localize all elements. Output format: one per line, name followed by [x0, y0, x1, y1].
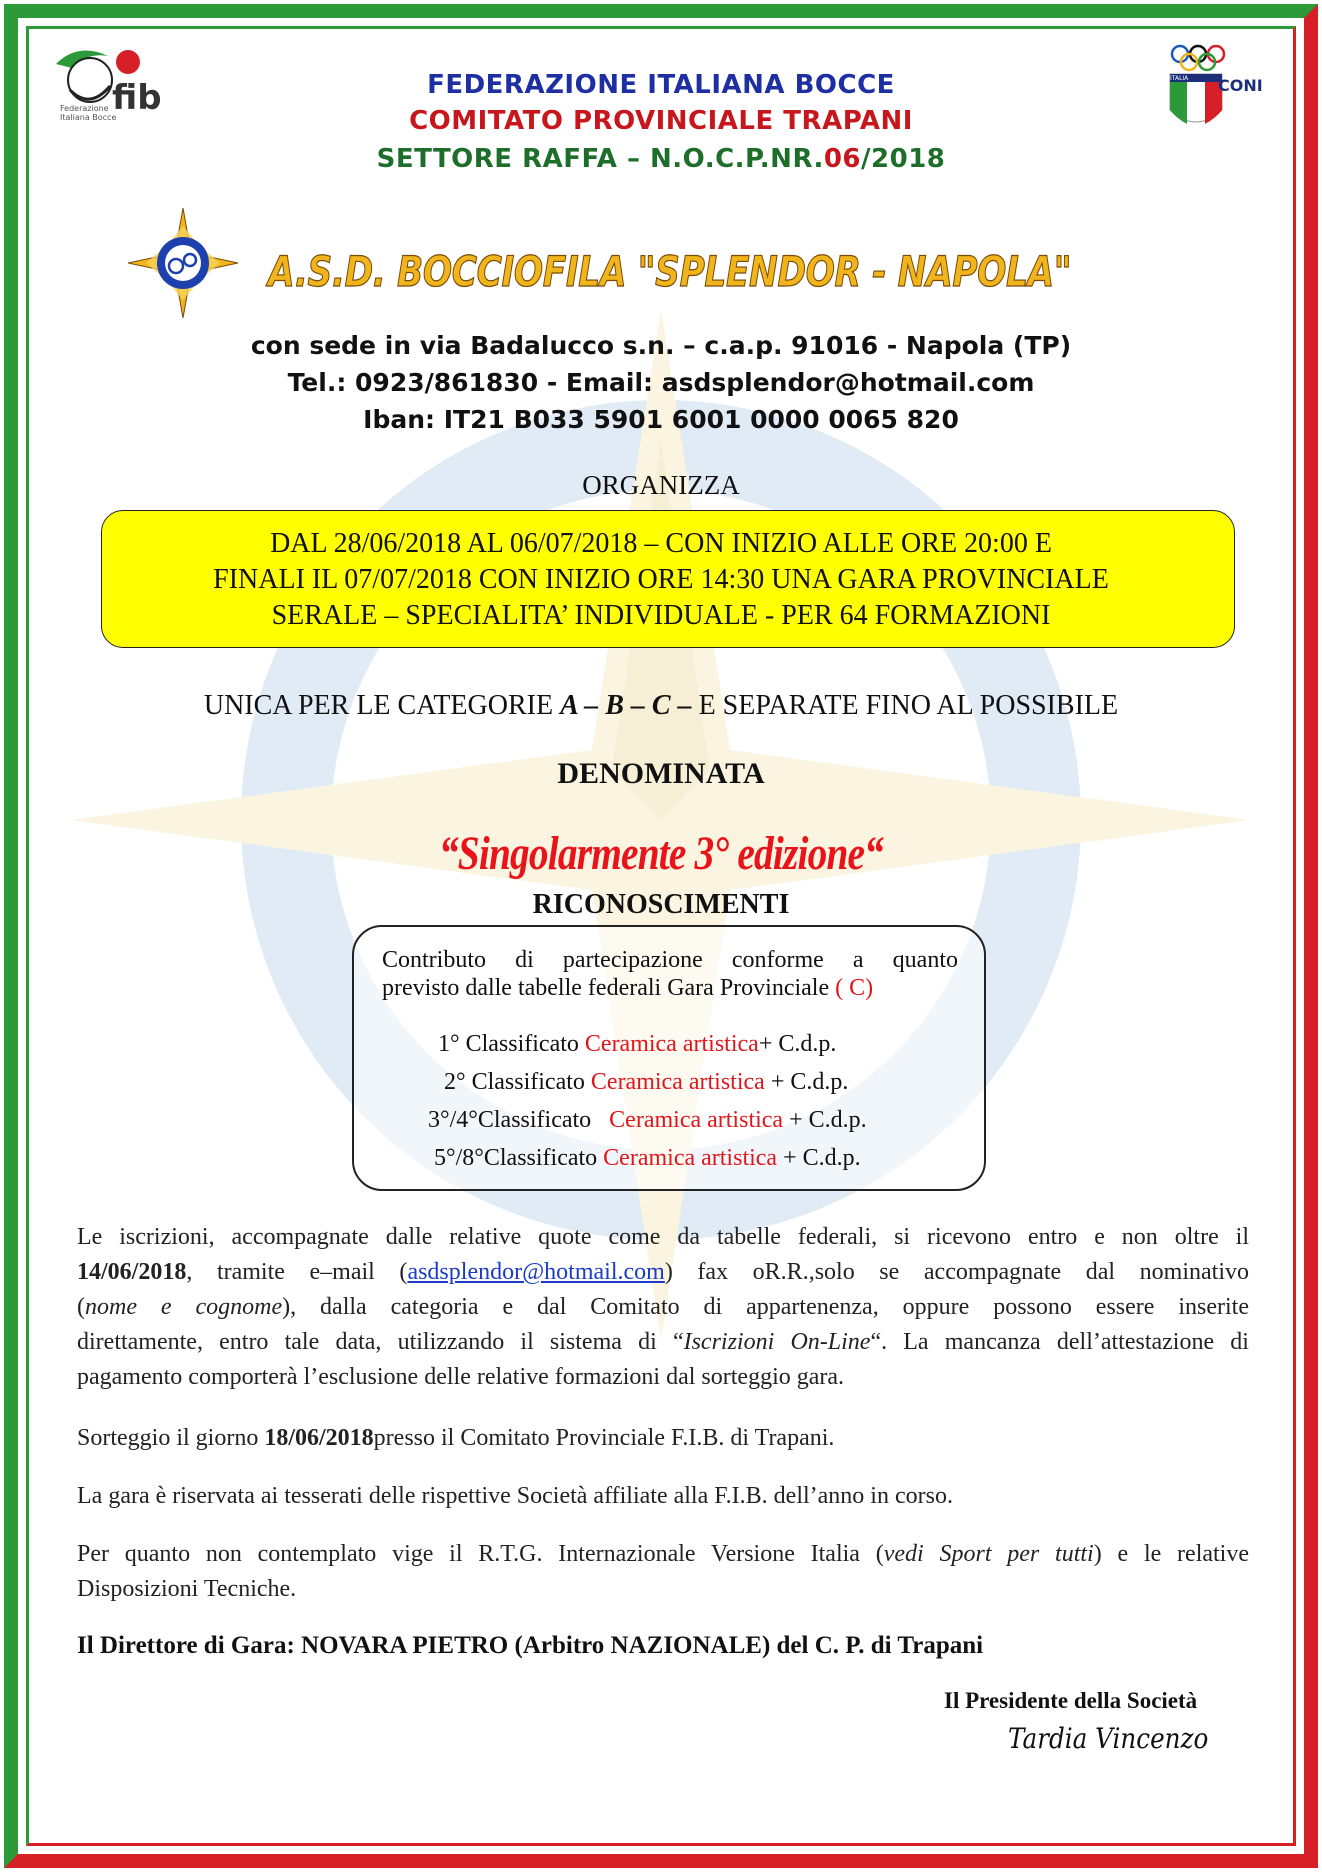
sector-prefix: SETTORE RAFFA – N.O.C.P.NR. [376, 144, 824, 174]
eligibility-paragraph: La gara è riservata ai tesserati delle rispettive Società affiliate alla F.I.B. dell’anno in corso. [77, 1483, 953, 1509]
prize-row [428, 1107, 867, 1134]
registration-line [77, 1325, 1249, 1360]
sector-title [0, 144, 1322, 174]
club-star-logo-icon [128, 208, 238, 318]
club-contacts: Tel.: 0923/861830 - Email: asdsplendor@hotmail.com [287, 368, 1035, 397]
fib-logo-subtext: Federazione Italiana Bocce [60, 104, 117, 122]
contribution-text: previsto dalle tabelle federali Gara Provinciale [382, 975, 830, 1001]
rules-text: Per quanto non contemplato vige il R.T.G. Internazionale Versione Italia ( [77, 1541, 884, 1567]
coni-italia-text: ITALIA [1170, 75, 1189, 82]
contribution-line-2 [382, 975, 873, 1002]
prize-cdp: + C.d.p. [777, 1145, 861, 1171]
rules-paragraph [77, 1537, 1249, 1607]
registration-text: direttamente, entro tale data, utilizzando il sistema di “ [77, 1329, 684, 1355]
prize-place: 5°/8°Classificato [434, 1145, 604, 1171]
registration-italic: nome e cognome [85, 1294, 283, 1320]
prize-item: Ceramica artistica [609, 1107, 784, 1133]
prize-place: 2° Classificato [444, 1069, 591, 1095]
registration-text: ( [77, 1294, 85, 1320]
registration-text: ), dalla categoria e dal Comitato di appartenenza, oppure possono essere inserite [282, 1294, 1249, 1320]
registration-deadline: 14/06/2018 [77, 1259, 187, 1285]
fib-logo-text: fib [112, 78, 162, 118]
event-line-2: FINALI IL 07/07/2018 CON INIZIO ORE 14:30 UNA GARA PROVINCIALE [213, 564, 1109, 595]
event-line-1: DAL 28/06/2018 AL 06/07/2018 – CON INIZIO ALLE ORE 20:00 E [270, 528, 1052, 559]
prize-item: Ceramica artistica [584, 1031, 759, 1057]
contribution-line-1: Contributo di partecipazione conforme a quanto [382, 947, 958, 973]
compass-star-watermark [30, 300, 1292, 1350]
rules-text: ) e le relative [1093, 1541, 1249, 1567]
prize-place: 1° Classificato [438, 1031, 585, 1057]
registration-text: “. La mancanza dell’attestazione di [870, 1329, 1249, 1355]
prize-cdp: + C.d.p. [764, 1069, 849, 1095]
sector-year: /2018 [861, 144, 946, 174]
president-label: Il Presidente della Società [944, 1688, 1198, 1713]
organizza-label: ORGANIZZA [582, 470, 740, 500]
categories-suffix: E SEPARATE FINO AL POSSIBILE [691, 690, 1119, 721]
prize-item: Ceramica artistica [603, 1145, 778, 1171]
coni-logo-text: CONI [1218, 76, 1263, 95]
club-iban: Iban: IT21 B033 5901 6001 0000 0065 820 [363, 405, 959, 434]
president-signature: Tardia Vincenzo [1008, 1722, 1209, 1755]
riconoscimenti-label: RICONOSCIMENTI [532, 889, 790, 920]
draw-paragraph [77, 1421, 1249, 1456]
registration-line [77, 1255, 1249, 1290]
club-name: A.S.D. BOCCIOFILA "SPLENDOR - NAPOLA" [268, 247, 1072, 296]
committee-title: COMITATO PROVINCIALE TRAPANI [409, 106, 913, 136]
registration-text: , tramite e–mail ( [186, 1259, 408, 1285]
registration-paragraph [77, 1220, 1249, 1395]
prize-row [444, 1069, 848, 1096]
categories-list: A – B – C – [560, 690, 692, 721]
registration-line: Le iscrizioni, accompagnate dalle relative quote come da tabelle federali, si ricevono entro e non oltre il [77, 1224, 1249, 1250]
categories-line [0, 690, 1322, 722]
prize-row [438, 1031, 836, 1058]
rules-line: Disposizioni Tecniche. [77, 1576, 297, 1602]
race-director: Il Direttore di Gara: NOVARA PIETRO (Arbitro NAZIONALE) del C. P. di Trapani [77, 1632, 984, 1659]
registration-line [77, 1290, 1249, 1325]
categories-prefix: UNICA PER LE CATEGORIE [203, 690, 561, 721]
registration-italic: Iscrizioni On-Line [683, 1329, 871, 1355]
draw-date: 18/06/2018 [264, 1425, 374, 1451]
prize-item: Ceramica artistica [590, 1069, 765, 1095]
registration-text: ) fax oR.R.,solo se accompagnate dal nominativo [664, 1259, 1249, 1285]
rules-italic: vedi Sport per tutti [883, 1541, 1094, 1567]
sector-number: 06 [823, 144, 862, 174]
club-address: con sede in via Badalucco s.n. – c.a.p. 91016 - Napola (TP) [250, 331, 1072, 360]
prize-cdp: + C.d.p. [783, 1107, 867, 1133]
contribution-code: ( C) [835, 975, 874, 1001]
prize-place: 3°/4°Classificato [428, 1107, 610, 1133]
draw-text: Sorteggio il giorno [77, 1425, 265, 1451]
prize-row [434, 1145, 861, 1172]
registration-email-link[interactable]: asdsplendor@hotmail.com [407, 1259, 665, 1285]
event-line-3: SERALE – SPECIALITA’ INDIVIDUALE - PER 64 FORMAZIONI [271, 600, 1051, 631]
prize-cdp: + C.d.p. [758, 1031, 837, 1057]
denominata-label: DENOMINATA [557, 757, 765, 790]
federation-title: FEDERAZIONE ITALIANA BOCCE [427, 70, 895, 100]
registration-line: pagamento comporterà l’esclusione delle relative formazioni dal sorteggio gara. [77, 1364, 845, 1390]
rules-line [77, 1537, 1249, 1572]
competition-title: “Singolarmente 3° edizione“ [438, 827, 884, 880]
draw-text: presso il Comitato Provinciale F.I.B. di Trapani. [373, 1425, 835, 1451]
